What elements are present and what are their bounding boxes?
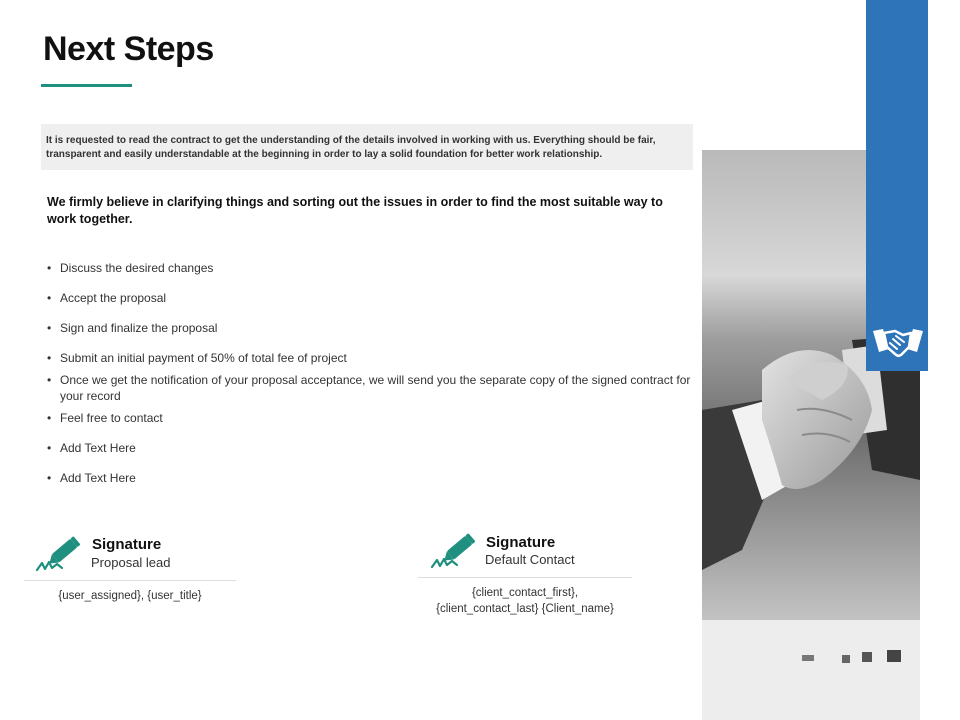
- lead-paragraph: We firmly believe in clarifying things and sorting out the issues in order to find the most suitable way to work together.: [47, 195, 663, 226]
- signature-line: [418, 577, 632, 578]
- list-item: • Submit an initial payment of 50% of total fee of project: [47, 350, 692, 366]
- list-item: • Once we get the notification of your proposal acceptance, we will send you the separate copy of the signed contract for your record: [47, 372, 692, 404]
- list-item: • Sign and finalize the proposal: [47, 320, 692, 336]
- signature-block-default-contact: [410, 522, 650, 622]
- signature-value-line-1: {client_contact_first},: [471, 587, 579, 599]
- signature-title: Signature: [486, 534, 556, 551]
- list-item: • Discuss the desired changes: [47, 260, 692, 276]
- signature-value: [418, 585, 632, 617]
- signature-line: [24, 580, 236, 581]
- list-item: • Add Text Here: [47, 470, 692, 486]
- title-underline: [41, 84, 132, 87]
- list-item: • Add Text Here: [47, 440, 692, 456]
- page-title: Next Steps: [43, 30, 214, 68]
- side-accent-bar: [866, 0, 928, 371]
- pen-signature-icon: [35, 533, 85, 575]
- next-steps-list: [47, 260, 692, 486]
- signature-block-proposal-lead: [0, 525, 260, 615]
- signature-value: {user_assigned}, {user_title}: [58, 590, 202, 602]
- signature-value-line-2: {client_contact_last} {Client_name}: [436, 603, 614, 615]
- intro-box: It is requested to read the contract to get the understanding of the details involved in working with us. Everything should be fair, transparent and easily understandable at the beginning in order to lay a solid foundation for better work relationship.: [41, 124, 693, 170]
- signature-role: Proposal lead: [91, 555, 171, 570]
- list-item: • Feel free to contact: [47, 410, 692, 426]
- signature-role: Default Contact: [485, 552, 575, 567]
- pen-signature-icon: [430, 530, 480, 572]
- list-item: • Accept the proposal: [47, 290, 692, 306]
- handshake-icon: [871, 325, 925, 359]
- signature-title: Signature: [92, 536, 162, 553]
